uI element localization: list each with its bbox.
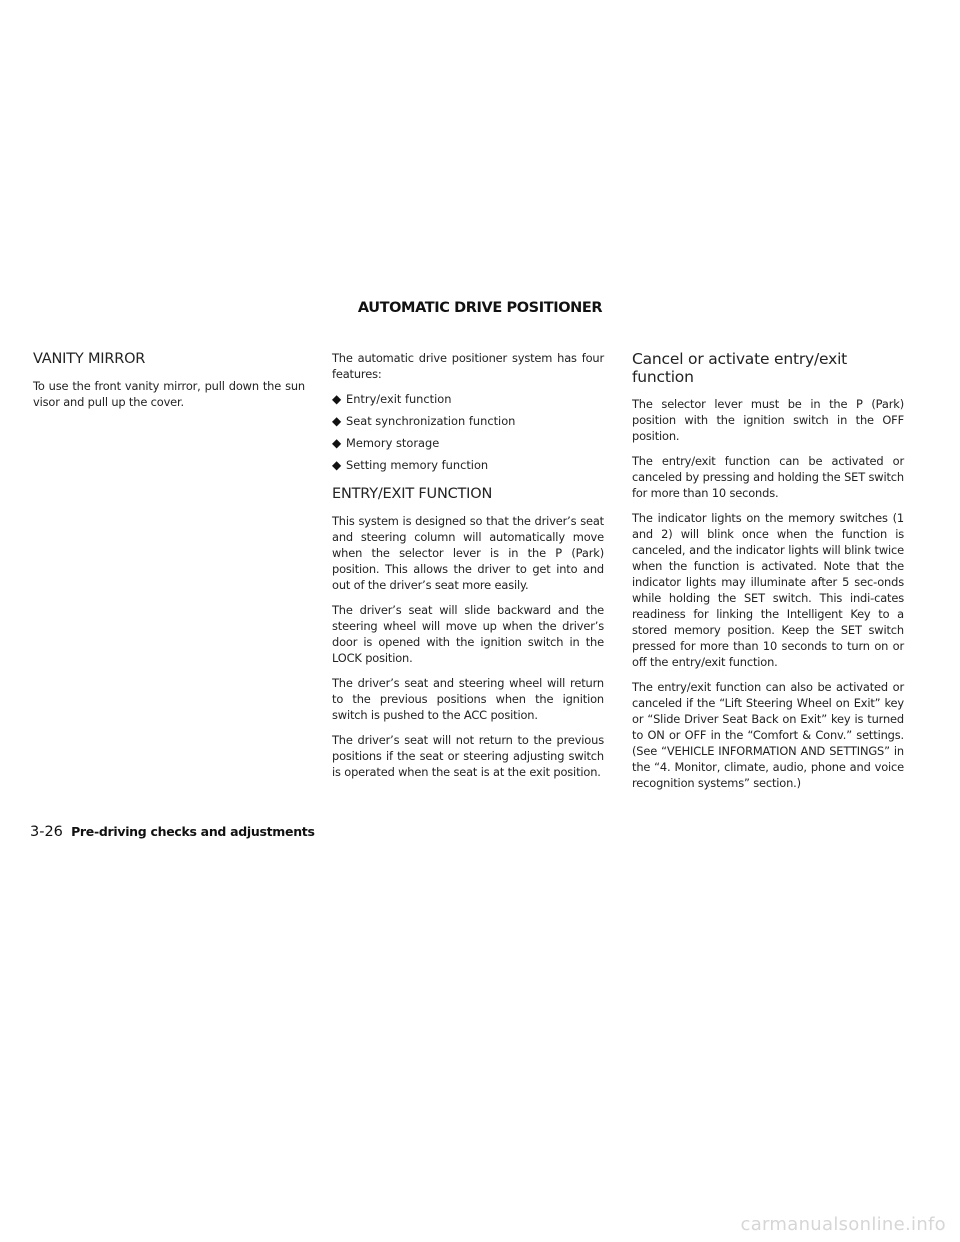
list-item bbox=[332, 413, 604, 429]
paragraph: The entry/exit function can be activated or canceled by pressing and holding the SET switch for more than 10 seconds. bbox=[632, 454, 904, 500]
paragraph: The driver’s seat and steering wheel will return to the previous positions when the ignition switch is pushed to the ACC position. bbox=[332, 676, 604, 722]
list-item-label: Memory storage bbox=[346, 436, 440, 450]
bullet-icon: ◆ bbox=[332, 436, 342, 450]
list-item-label: Setting memory function bbox=[346, 458, 489, 472]
list-item-label: Seat synchronization function bbox=[346, 414, 516, 428]
feature-list bbox=[332, 391, 604, 473]
list-item bbox=[332, 435, 604, 451]
section-banner-title: AUTOMATIC DRIVE POSITIONER bbox=[357, 300, 603, 316]
paragraph-intro: The automatic drive positioner system has four features: bbox=[332, 351, 604, 381]
column-entry-exit bbox=[332, 350, 604, 789]
page-footer bbox=[30, 824, 315, 840]
bullet-icon: ◆ bbox=[332, 414, 342, 428]
heading-cancel-activate: Cancel or activate entry/exit function bbox=[632, 350, 848, 386]
list-item-label: Entry/exit function bbox=[346, 392, 452, 406]
paragraph-vanity-mirror: To use the front vanity mirror, pull down the sun visor and pull up the cover. bbox=[33, 379, 305, 409]
paragraph: The driver’s seat will not return to the previous positions if the seat or steering adjusting switch is operated when the seat is at the exit position. bbox=[332, 733, 604, 779]
column-vanity-mirror bbox=[33, 350, 305, 419]
paragraph: The selector lever must be in the P (Park) position with the ignition switch in the OFF position. bbox=[632, 397, 904, 443]
paragraph: The driver’s seat will slide backward and the steering wheel will move up when the driver’s door is opened with the ignition switch in the LOCK position. bbox=[332, 603, 604, 665]
heading-entry-exit-function: ENTRY/EXIT FUNCTION bbox=[332, 486, 493, 502]
bullet-icon: ◆ bbox=[332, 458, 342, 472]
list-item bbox=[332, 391, 604, 407]
watermark: carmanualsonline.info bbox=[740, 1214, 946, 1235]
column-cancel-activate bbox=[632, 350, 904, 800]
heading-vanity-mirror: VANITY MIRROR bbox=[33, 351, 146, 367]
chapter-title: Pre-driving checks and adjustments bbox=[71, 824, 315, 839]
paragraph: The indicator lights on the memory switches (1 and 2) will blink once when the function is canceled, and the indicator lights will blink twice when the function is activated. Note that the indicator lights may illuminate after 5 sec-onds while holding the SET switch. This indi-cates readiness for linking the Intelligent Key to a stored memory position. Keep the SET switch pressed for more than 10 seconds to turn on or off the entry/exit function. bbox=[632, 511, 904, 669]
paragraph: This system is designed so that the driver’s seat and steering column will automatically move when the selector lever is in the P (Park) position. This allows the driver to get into and out of the driver’s seat more easily. bbox=[332, 514, 604, 592]
paragraph: The entry/exit function can also be activated or canceled if the “Lift Steering Wheel on Exit” key or “Slide Driver Seat Back on Exit” key is turned to ON or OFF in the “Comfort & Conv.” settings. (See “VEHICLE INFORMATION AND SETTINGS” in the “4. Monitor, climate, audio, phone and voice recognition systems” section.) bbox=[632, 680, 904, 790]
list-item bbox=[332, 457, 604, 473]
page-number: 3-26 bbox=[30, 824, 63, 840]
bullet-icon: ◆ bbox=[332, 392, 342, 406]
